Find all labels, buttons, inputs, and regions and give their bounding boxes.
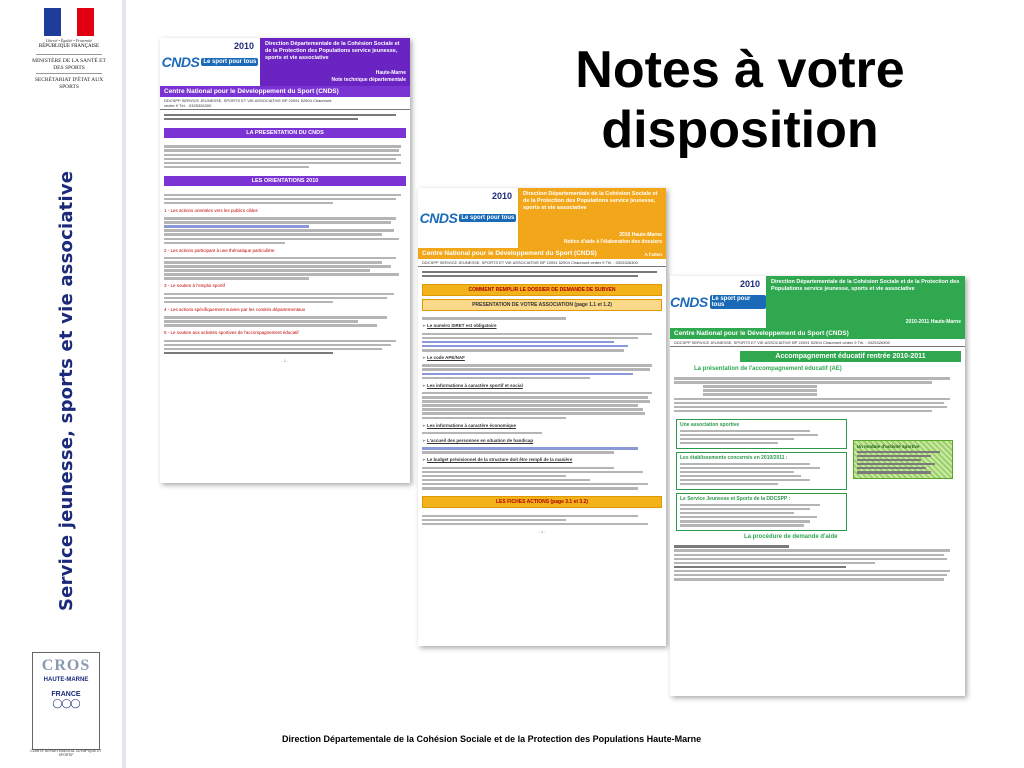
doc-text-block	[160, 142, 410, 172]
doc-header-text	[260, 38, 410, 86]
text-line	[164, 221, 391, 224]
cnds-brand: CNDS	[670, 294, 708, 310]
text-line	[422, 377, 590, 380]
doc-place: 2010 Haute-Marne	[619, 232, 662, 238]
text-line	[164, 194, 401, 197]
text-line	[680, 516, 817, 519]
text-line	[674, 549, 950, 552]
text-line	[164, 114, 396, 117]
text-line	[164, 229, 394, 232]
doc-side-box	[853, 440, 953, 479]
doc-header-title: Direction Départementale de la Cohésion Sociale et de la Protection des Populations service jeunesse, sports et vie associative	[771, 279, 960, 293]
doc-list-item-label: Les informations à caractère économique	[427, 422, 517, 428]
text-line	[164, 265, 391, 268]
text-line	[422, 451, 614, 454]
doc-page-number: - 1 -	[281, 358, 289, 364]
doc-text-block	[418, 444, 666, 458]
text-line	[422, 523, 648, 526]
cnds-brand-sub: Le sport pour tous	[461, 215, 515, 221]
text-line	[674, 570, 950, 573]
text-line	[680, 467, 820, 470]
cros-letters: CROS	[41, 657, 91, 674]
text-line	[422, 447, 638, 450]
text-line	[680, 471, 794, 474]
olympic-rings-icon: ◯◯◯	[52, 698, 80, 708]
doc-address: DDCSPP SERVICE JEUNESSE, SPORTS ET VIE ASSOCIATIVE BP 22091 52904 Chaumont cedex 9 Tél. : 0325326300	[160, 97, 410, 110]
doc-band-right: A l'attention des clubs et comités	[334, 97, 406, 102]
text-line	[164, 166, 309, 169]
text-line	[164, 145, 401, 148]
text-line	[680, 524, 804, 527]
doc-text-block	[418, 361, 666, 383]
text-line	[164, 269, 370, 272]
text-line	[422, 364, 652, 367]
doc-note: Notice d'aide à l'élaboration des dossiers	[564, 238, 662, 245]
text-line	[674, 410, 932, 413]
text-line	[164, 273, 399, 276]
doc-list-item: ➢ Le budget prévisionnel de la structure doit être rempli de la manière	[422, 457, 573, 463]
text-line	[164, 158, 396, 161]
doc-header-title: Direction Départementale de la Cohésion Sociale et de la Protection des Populations service jeunesse, sports et vie associative	[523, 191, 658, 212]
text-line	[422, 275, 638, 278]
doc-header-right	[906, 319, 961, 326]
text-line	[674, 574, 947, 577]
text-line	[164, 198, 396, 201]
divider	[36, 73, 102, 74]
text-line	[164, 118, 358, 121]
doc-text-block	[670, 542, 965, 584]
text-line	[680, 520, 810, 523]
text-line	[674, 562, 875, 565]
text-line	[680, 438, 794, 441]
text-line	[164, 217, 396, 220]
text-line	[164, 242, 285, 245]
doc-text-block	[160, 110, 410, 124]
text-line	[422, 479, 590, 482]
text-line	[164, 233, 382, 236]
text-line	[422, 432, 542, 435]
text-line	[422, 483, 648, 486]
ministry-label: MINISTÈRE DE LA SANTÉ ET DES SPORTS	[32, 58, 106, 71]
gov-motto: Liberté • Égalité • Fraternité	[45, 38, 93, 43]
secretariat-label: SECRÉTARIAT D'ÉTAT AUX SPORTS	[34, 77, 104, 90]
text-line	[674, 406, 947, 409]
doc-info-box-title: Une association sportive	[680, 421, 740, 428]
doc-text-block	[160, 289, 410, 307]
text-line	[422, 404, 638, 407]
doc-list-item: 1 - Les actions orientées vers les publics cibles	[164, 207, 258, 213]
text-line	[680, 483, 778, 486]
doc-list-item-label: Le code APE/NAF	[427, 355, 465, 361]
doc-text-block	[418, 267, 666, 281]
cnds-logo	[670, 276, 766, 328]
cros-department: HAUTE-MARNE	[43, 677, 89, 683]
doc-section-heading: LES FICHES ACTIONS (page 3.1 et 3.2)	[422, 496, 662, 508]
doc-list-item: ➢ Les informations à caractère économique	[422, 422, 517, 428]
text-line	[680, 430, 810, 433]
doc-band-right: A l'atten	[644, 252, 662, 257]
text-line	[422, 475, 566, 478]
text-line	[422, 412, 645, 415]
doc-header-right	[564, 232, 662, 245]
slide-title-line-2: disposition	[601, 101, 879, 159]
doc-place: 2010-2011 Haute-Marne	[905, 318, 961, 325]
french-flag-icon	[44, 8, 94, 36]
text-line	[680, 475, 801, 478]
text-line	[164, 277, 309, 280]
text-line	[703, 393, 818, 396]
text-line	[422, 341, 614, 344]
text-line	[422, 337, 638, 340]
text-line	[164, 202, 333, 205]
text-line	[674, 554, 944, 557]
doc-text-block	[160, 253, 410, 283]
text-line	[680, 442, 778, 445]
doc-list-item: ➢ L'accueil des personnes en situation de handicap	[422, 437, 534, 443]
divider	[36, 54, 102, 55]
doc-list-item-label: Les informations à caractère sportif et social	[427, 382, 523, 388]
text-line	[164, 297, 387, 300]
text-line	[164, 225, 309, 228]
doc-text-block	[418, 314, 666, 324]
doc-text-block	[418, 388, 666, 422]
text-line	[857, 471, 931, 474]
text-line	[164, 340, 396, 343]
text-line	[164, 348, 382, 351]
text-line	[164, 301, 333, 304]
doc-side-box-title: Un module d'activité sportive	[856, 443, 920, 449]
doc-text-block	[418, 329, 666, 355]
doc-address: DDCSPP SERVICE JEUNESSE, SPORTS ET VIE ASSOCIATIVE BP 22091 52904 Chaumont cedex 9 Tél. : 0325326300	[670, 339, 965, 347]
doc-section-heading: LA PRESENTATION DU CNDS	[164, 128, 406, 138]
doc-header-right	[332, 70, 406, 83]
text-line	[680, 463, 810, 466]
doc-list-item-label: Le numéro SIRET est obligatoire	[427, 323, 497, 329]
doc-year: 2010	[739, 279, 760, 289]
text-line	[674, 566, 846, 569]
vertical-section-title: Service jeunesse, sports et vie associative	[56, 170, 77, 612]
text-line	[674, 558, 947, 561]
text-line	[164, 238, 399, 241]
doc-header-title: Direction Départementale de la Cohésion Sociale et de la Protection des Populations service jeunesse, sports et vie associative	[265, 41, 400, 62]
cnds-brand: CNDS	[419, 210, 458, 226]
text-line	[164, 261, 382, 264]
text-line	[674, 398, 950, 401]
doc-text-block	[418, 428, 666, 438]
doc-list-item: ➢ Le code APE/NAF	[422, 355, 465, 361]
doc-note: Note technique départementale	[331, 76, 406, 83]
cros-haute-marne-logo	[30, 652, 102, 757]
doc-text-block	[670, 374, 965, 416]
slide-title	[515, 40, 965, 160]
text-line	[680, 504, 820, 507]
accompagnement-educatif-document	[670, 276, 965, 696]
doc-list-item: 4 - Les actions spécifiquement suivies par les comités départementaux	[164, 306, 306, 312]
doc-info-box	[676, 493, 847, 531]
doc-text-block	[160, 213, 410, 247]
text-line	[164, 324, 377, 327]
text-line	[857, 463, 935, 466]
doc-boxes-column	[670, 416, 853, 534]
text-line	[422, 408, 643, 411]
text-line	[857, 455, 931, 458]
doc-section-heading: PRESENTATION DE VOTRE ASSOCIATION (page 1.1 et 1.2)	[422, 299, 662, 311]
text-line	[857, 467, 926, 470]
doc-place: Haute-Marne	[375, 70, 406, 76]
cros-country: FRANCE	[51, 691, 81, 698]
text-line	[857, 451, 940, 454]
doc-text-block	[160, 313, 410, 331]
text-line	[164, 293, 394, 296]
text-line	[164, 162, 401, 165]
note-technique-document	[160, 38, 410, 483]
cnds-logo	[418, 188, 518, 248]
slide-title-line-1: Notes à votre	[575, 41, 905, 99]
sidebar	[0, 0, 122, 768]
text-line	[422, 345, 628, 348]
text-line	[164, 320, 358, 323]
text-line	[422, 515, 638, 518]
doc-boxes-row	[670, 416, 965, 534]
doc-info-box-title: Les établissements concernés en 2010/2011 :	[680, 454, 788, 461]
doc-subheading: La procédure de demande d'aide	[744, 534, 838, 541]
doc-band	[418, 248, 666, 259]
doc-list-item: ➢ Les informations à caractère sportif et social	[422, 382, 523, 388]
doc-list-item-label: Le budget prévisionnel de la structure doit être rempli de la manière	[427, 457, 573, 463]
text-line	[164, 352, 333, 355]
notice-aide-document	[418, 188, 666, 646]
cros-caption: COMITÉ DÉPARTEMENTAL OLYMPIQUE ET SPORTIF	[30, 749, 102, 757]
text-line	[703, 385, 818, 388]
text-line	[422, 349, 624, 352]
text-line	[422, 392, 652, 395]
text-line	[164, 257, 396, 260]
cnds-brand-sub: Le sport pour tous	[203, 59, 257, 65]
text-line	[422, 396, 648, 399]
doc-band	[160, 86, 410, 102]
doc-list-item: ➢ Le numéro SIRET est obligatoire	[422, 323, 497, 329]
text-line	[422, 368, 650, 371]
doc-text-block	[160, 336, 410, 358]
text-line	[164, 316, 387, 319]
doc-info-box	[676, 452, 847, 490]
doc-section-heading: COMMENT REMPLIR LE DOSSIER DE DEMANDE DE SUBVEN	[422, 284, 662, 296]
doc-year: 2010	[233, 41, 254, 51]
text-line	[422, 317, 566, 320]
doc-section-heading: Accompagnement éducatif rentrée 2010-2011	[740, 351, 961, 362]
doc-list-item: 5 - Le soutien aux activités sportives de l'accompagnement éducatif	[164, 330, 299, 336]
doc-header	[670, 276, 965, 328]
doc-list-item: 2 - Les actions participant à une thématique particulière	[164, 247, 275, 253]
slide-footer: Direction Départementale de la Cohésion Sociale et de la Protection des Populations Haute-Marne	[282, 734, 702, 744]
text-line	[422, 467, 614, 470]
text-line	[674, 381, 932, 384]
doc-list-item-label: L'accueil des personnes en situation de handicap	[427, 437, 534, 443]
text-line	[674, 578, 944, 581]
text-line	[164, 149, 399, 152]
doc-side-column	[853, 440, 953, 534]
doc-subheading: La présentation de l'accompagnement éducatif (AE)	[694, 366, 842, 372]
text-line	[680, 512, 794, 515]
text-line	[422, 271, 657, 274]
text-line	[703, 389, 818, 392]
text-line	[422, 373, 633, 376]
doc-text-block	[418, 463, 666, 493]
doc-band-title: Centre National pour le Développement du Sport (CNDS)	[422, 250, 597, 257]
doc-header-text	[518, 188, 666, 248]
text-line	[674, 545, 789, 548]
doc-year: 2010	[491, 191, 512, 201]
text-line	[164, 154, 401, 157]
cnds-brand-sub: Le sport pour tous	[710, 295, 766, 309]
text-line	[422, 471, 643, 474]
text-line	[680, 434, 818, 437]
doc-address: DDCSPP SERVICE JEUNESSE, SPORTS ET VIE ASSOCIATIVE BP 22091 52904 Chaumont cedex 9 Tél. : 0325326300	[418, 259, 666, 267]
doc-header	[160, 38, 410, 86]
doc-info-box-title: Le Service Jeunesse et Sports de la DDCSPP :	[680, 496, 791, 503]
text-line	[680, 508, 810, 511]
doc-header-text	[766, 276, 965, 328]
doc-band: Centre National pour le Développement du Sport (CNDS)	[670, 328, 965, 339]
text-line	[680, 479, 810, 482]
doc-info-box	[676, 419, 847, 449]
doc-list-item: 3 - Le soutien à l'emploi sportif	[164, 283, 225, 289]
text-line	[674, 402, 944, 405]
cnds-brand: CNDS	[161, 54, 200, 70]
text-line	[422, 333, 652, 336]
cnds-logo	[160, 38, 260, 86]
text-line	[857, 459, 922, 462]
sidebar-border	[122, 0, 126, 768]
doc-page-number: - 1 -	[538, 529, 546, 534]
text-line	[422, 417, 566, 420]
doc-band-title: Centre National pour le Développement du Sport (CNDS)	[164, 88, 339, 95]
doc-text-block	[418, 511, 666, 529]
text-line	[422, 400, 650, 403]
text-line	[164, 344, 391, 347]
doc-header	[418, 188, 666, 248]
text-line	[674, 377, 950, 380]
text-line	[422, 487, 638, 490]
doc-section-heading: LES ORIENTATIONS 2010	[164, 176, 406, 186]
gov-republique: RÉPUBLIQUE FRANÇAISE	[38, 44, 100, 49]
text-line	[422, 519, 566, 522]
doc-text-block	[160, 190, 410, 208]
